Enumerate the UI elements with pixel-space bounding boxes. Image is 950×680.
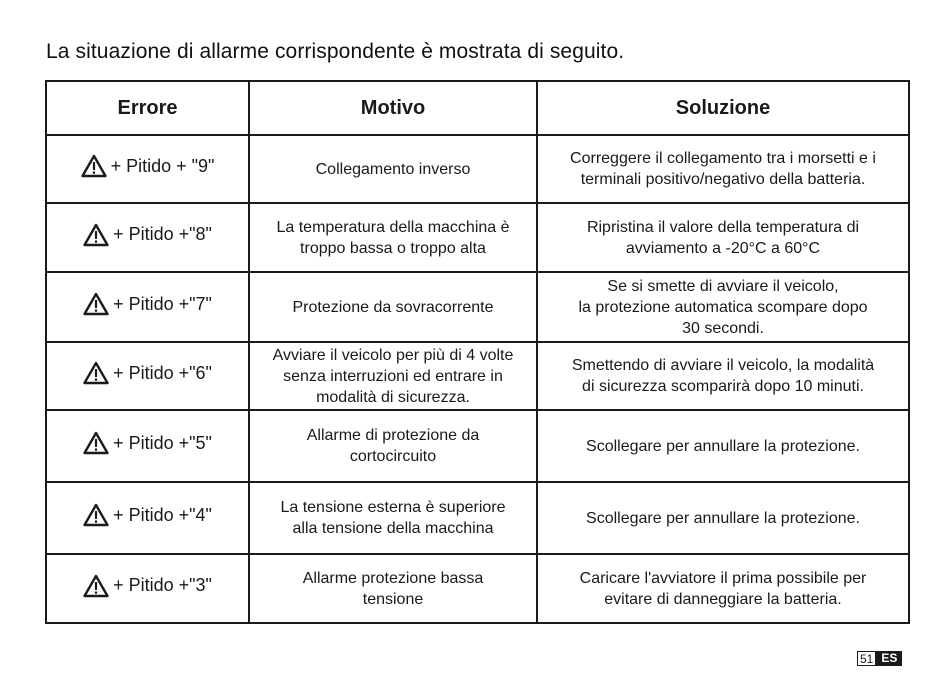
reason-cell <box>249 410 537 482</box>
reason-line: alla tensione della macchina <box>292 520 494 537</box>
reason-line: cortocircuito <box>349 448 437 465</box>
reason-line: troppo bassa o troppo alta <box>300 239 486 257</box>
error-cell <box>46 342 249 410</box>
page-badge <box>857 651 902 666</box>
solution-text: Scollegare per annullare la protezione. <box>586 509 860 527</box>
reason-text: Protezione da sovracorrente <box>292 298 494 316</box>
error-cell <box>46 135 249 203</box>
reason-line: senza interruzioni ed entrare in <box>283 367 503 385</box>
reason-cell <box>249 135 537 203</box>
reason-cell <box>249 482 537 554</box>
solution-line: terminali positivo/negativo della batteria. <box>580 171 866 188</box>
header-error: Errore <box>46 81 249 135</box>
error-code: + Pitido +"8" <box>113 224 212 244</box>
solution-line: evitare di danneggiare la batteria. <box>604 590 842 608</box>
error-cell <box>46 482 249 554</box>
error-cell <box>46 554 249 623</box>
solution-line: 30 secondi. <box>682 319 764 337</box>
solution-line: Smettendo di avviare il veicolo, la modalità <box>571 357 875 374</box>
reason-line: Avviare il veicolo per più di 4 volte <box>272 346 514 364</box>
solution-cell <box>537 135 909 203</box>
solution-cell <box>537 272 909 342</box>
reason-line: Allarme protezione bassa <box>302 569 484 587</box>
error-code: + Pitido +"3" <box>113 575 212 595</box>
solution-line: di sicurezza scomparirà dopo 10 minuti. <box>582 378 864 395</box>
table-header-row <box>46 81 909 135</box>
table-row <box>46 342 909 410</box>
warning-triangle-icon <box>81 154 107 178</box>
error-code: + Pitido + "9" <box>110 155 215 176</box>
table-row <box>46 135 909 203</box>
reason-line: modalità di sicurezza. <box>316 388 470 406</box>
header-solution: Soluzione <box>537 81 909 135</box>
warning-triangle-icon <box>83 574 109 598</box>
error-cell <box>46 203 249 272</box>
header-reason: Motivo <box>249 81 537 135</box>
reason-text: Collegamento inverso <box>315 160 471 178</box>
warning-triangle-icon <box>83 223 109 247</box>
error-code: + Pitido +"7" <box>113 293 212 314</box>
warning-triangle-icon <box>83 292 109 316</box>
solution-cell <box>537 554 909 623</box>
error-cell <box>46 272 249 342</box>
table-row <box>46 410 909 482</box>
solution-cell <box>537 203 909 272</box>
error-code: + Pitido +"6" <box>113 362 212 383</box>
warning-triangle-icon <box>83 431 109 455</box>
warning-triangle-icon <box>83 361 109 385</box>
table-row <box>46 272 909 342</box>
solution-line: avviamento a -20°C a 60°C <box>625 239 821 257</box>
reason-line: La tensione esterna è superiore <box>280 499 506 516</box>
reason-cell <box>249 272 537 342</box>
warning-triangle-icon <box>83 503 109 527</box>
table-row <box>46 482 909 554</box>
alarm-table <box>45 80 910 624</box>
solution-line: la protezione automatica scompare dopo <box>578 298 868 316</box>
page-number: 51 <box>857 651 876 666</box>
intro-heading: La situazione di allarme corrispondente è mostrata di seguito. <box>46 40 625 63</box>
reason-cell <box>249 203 537 272</box>
reason-line: Allarme di protezione da <box>306 427 480 444</box>
solution-line: Ripristina il valore della temperatura di <box>586 218 860 236</box>
solution-cell <box>537 482 909 554</box>
reason-line: tensione <box>362 590 424 608</box>
solution-line: Se si smette di avviare il veicolo, <box>607 277 839 295</box>
solution-line: Correggere il collegamento tra i morsetti e i <box>570 150 876 167</box>
table-row <box>46 203 909 272</box>
reason-line: La temperatura della macchina è <box>276 218 510 236</box>
error-cell <box>46 410 249 482</box>
solution-cell <box>537 342 909 410</box>
error-code: + Pitido +"5" <box>113 432 212 453</box>
reason-cell <box>249 554 537 623</box>
solution-text: Scollegare per annullare la protezione. <box>586 437 860 455</box>
reason-cell <box>249 342 537 410</box>
solution-cell <box>537 410 909 482</box>
error-code: + Pitido +"4" <box>113 504 212 525</box>
table-row <box>46 554 909 623</box>
solution-line: Caricare l'avviatore il prima possibile per <box>579 569 867 587</box>
language-tag: ES <box>876 651 902 666</box>
